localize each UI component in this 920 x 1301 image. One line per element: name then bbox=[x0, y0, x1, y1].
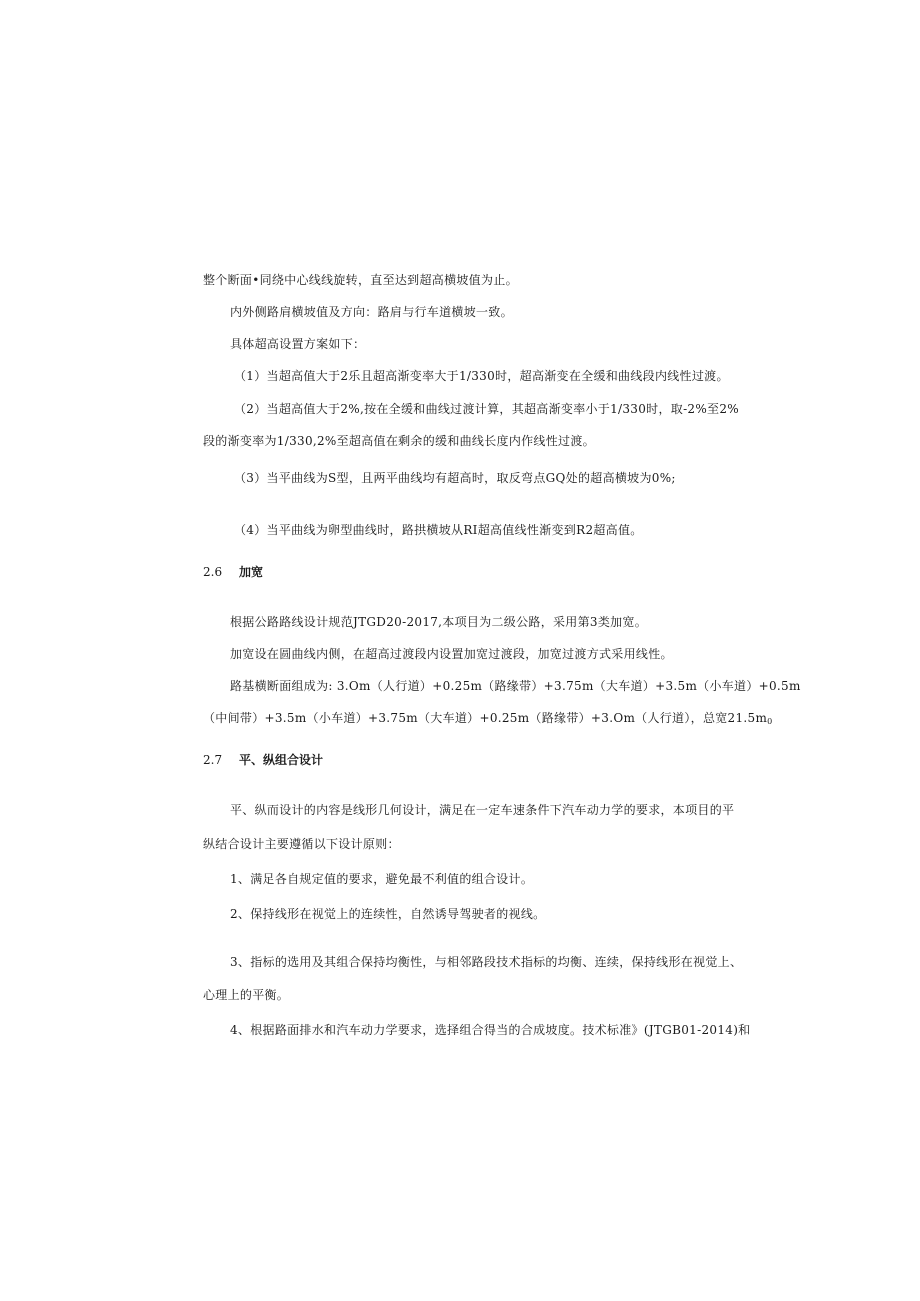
section-title: 加宽 bbox=[239, 565, 264, 579]
subscript-text: 0 bbox=[767, 717, 773, 726]
section-heading-2-6 bbox=[203, 564, 263, 580]
paragraph-line: 平、纵而设计的内容是线形几何设计，满足在一定车速条件下汽车动力学的要求，本项目的平 bbox=[230, 803, 735, 817]
paragraph-line bbox=[203, 710, 773, 730]
section-number: 2.7 bbox=[203, 753, 223, 767]
list-item-line: （3）当平曲线为S型，且两平曲线均有超高时，取反弯点GQ处的超高横坡为0%; bbox=[234, 471, 676, 485]
paragraph-line: 纵结合设计主要遵循以下设计原则： bbox=[203, 837, 400, 851]
list-item-line: 心理上的平衡。 bbox=[203, 988, 290, 1002]
paragraph-text: （中间带）+3.5m（小车道）+3.75m（大车道）+0.25m（路缘带）+3.Om（人行道），总宽21.5m bbox=[203, 711, 768, 725]
list-item-line: （4）当平曲线为卵型曲线时，路拱横坡从RI超高值线性渐变到R2超高值。 bbox=[234, 523, 643, 537]
list-item-line: 4、根据路面排水和汽车动力学要求，选择组合得当的合成坡度。技术标准》(JTGB01-2014)和 bbox=[230, 1023, 751, 1037]
list-item-line: （2）当超高值大于2%,按在全缓和曲线过渡计算，其超高渐变率小于1/330时，取-2%至2% bbox=[234, 402, 739, 416]
paragraph-line: 整个断面•同绕中心线线旋转，直至达到超高横坡值为止。 bbox=[203, 273, 518, 287]
list-item-line: 段的渐变率为1/330,2%至超高值在剩余的缓和曲线长度内作线性过渡。 bbox=[203, 434, 595, 448]
list-item-line: （1）当超高值大于2乐且超高渐变率大于1/330时，超高渐变在全缓和曲线段内线性过渡。 bbox=[234, 369, 729, 383]
list-item-line: 1、满足各自规定值的要求，避免最不利值的组合设计。 bbox=[230, 872, 534, 886]
paragraph-line: 内外侧路肩横坡值及方向：路肩与行车道横坡一致。 bbox=[230, 305, 513, 319]
list-item-line: 2、保持线形在视觉上的连续性，自然诱导驾驶者的视线。 bbox=[230, 907, 546, 921]
paragraph-line: 加宽设在圆曲线内侧，在超高过渡段内设置加宽过渡段，加宽过渡方式采用线性。 bbox=[230, 647, 673, 661]
section-title: 平、纵组合设计 bbox=[239, 753, 324, 767]
paragraph-line: 具体超高设置方案如下： bbox=[230, 337, 366, 351]
section-number: 2.6 bbox=[203, 565, 223, 579]
paragraph-line: 根据公路路线设计规范JTGD20-2017,本项目为二级公路，采用第3类加宽。 bbox=[230, 615, 648, 629]
paragraph-line: 路基横断面组成为: 3.Om（人行道）+0.25m（路缘带）+3.75m（大车道）+3.5m（小车道）+0.5m bbox=[230, 679, 801, 693]
list-item-line: 3、指标的选用及其组合保持均衡性，与相邻路段技术指标的均衡、连续，保持线形在视觉上、 bbox=[230, 955, 743, 969]
section-heading-2-7 bbox=[203, 752, 323, 768]
